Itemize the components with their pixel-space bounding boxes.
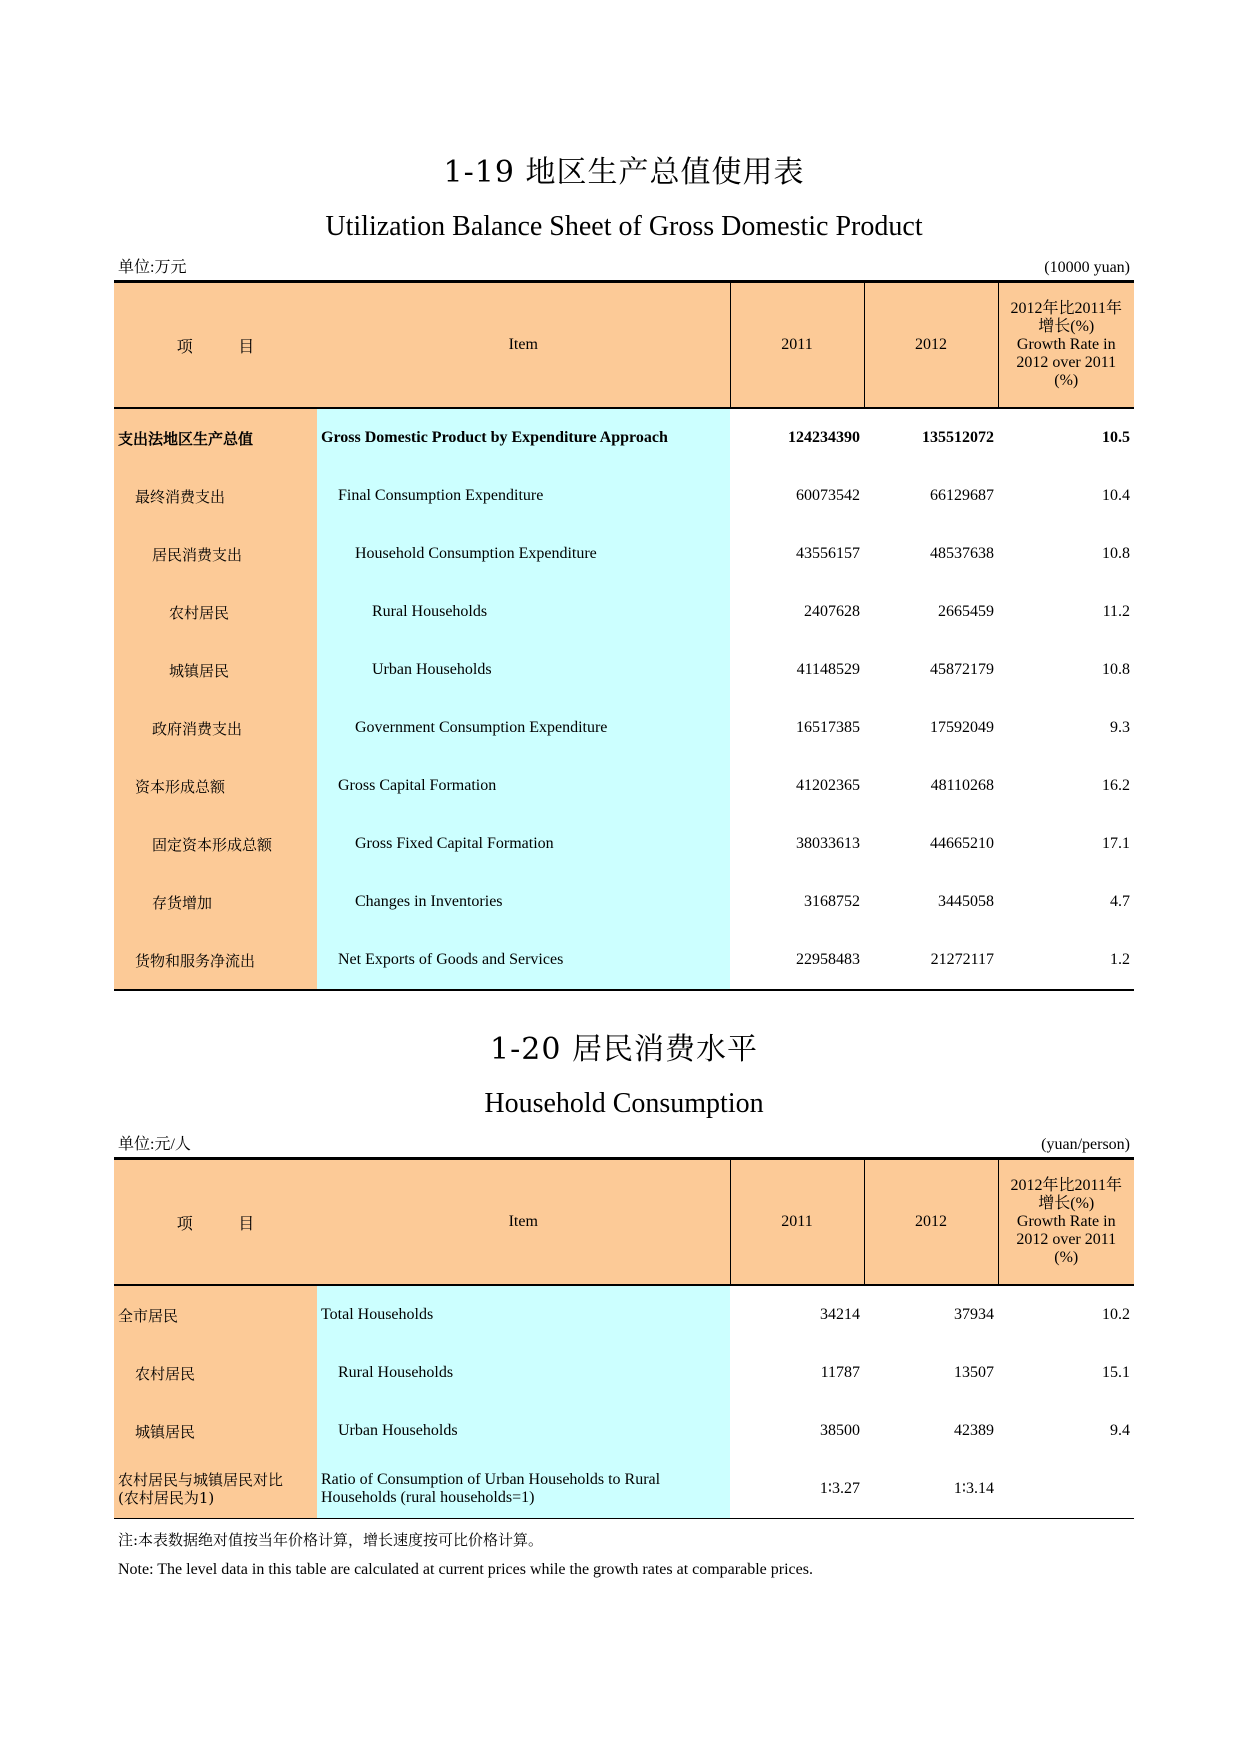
table2-unit-en: (yuan/person) [1041, 1136, 1130, 1153]
header-item-en: Item [317, 282, 730, 409]
value-2012: 3445058 [938, 893, 994, 910]
row-label-en: Urban Households [317, 1402, 730, 1460]
table-row [114, 408, 1134, 467]
growth-rate: 17.1 [1102, 835, 1130, 852]
value-2011: 3168752 [804, 893, 860, 910]
header-growth-line2: 增长(%) [1038, 318, 1095, 335]
statistical-page [114, 150, 1134, 1585]
growth-rate: 16.2 [1102, 777, 1130, 794]
row-label-cn: 农村居民 [114, 583, 317, 641]
growth-rate: 10.8 [1102, 661, 1130, 678]
row-label-cn: 货物和服务净流出 [114, 931, 317, 990]
row-label-cn: 支出法地区生产总值 [114, 408, 317, 467]
table-row [114, 525, 1134, 583]
row-label-cn: 全市居民 [114, 1285, 317, 1344]
growth-rate: 15.1 [1102, 1364, 1130, 1381]
row-label-cn: 最终消费支出 [114, 467, 317, 525]
growth-rate: 10.2 [1102, 1306, 1130, 1323]
value-2011: 34214 [820, 1306, 860, 1323]
table-row [114, 1402, 1134, 1460]
header-item-cn [114, 282, 317, 409]
header-item-cn-a: 项 [176, 338, 193, 356]
header-item-cn-b: 目 [238, 338, 255, 356]
value-2011: 60073542 [796, 487, 860, 504]
header-growth-line2: 增长(%) [1038, 1195, 1095, 1212]
row-label-cn: 政府消费支出 [114, 699, 317, 757]
table-row [114, 1285, 1134, 1344]
header-growth-line1: 2012年比2011年 [1010, 1177, 1122, 1194]
header-item-cn [114, 1159, 317, 1286]
value-2011: 11787 [820, 1364, 860, 1381]
value-2012: 2665459 [938, 603, 994, 620]
value-2012: 37934 [954, 1306, 994, 1323]
value-2012: 48110268 [930, 777, 994, 794]
growth-rate: 4.7 [1110, 893, 1130, 910]
note-cn: 注:本表数据绝对值按当年价格计算，增长速度按可比价格计算。 [118, 1531, 544, 1549]
row-label-en: Gross Fixed Capital Formation [317, 815, 730, 873]
table-notes [114, 1525, 1134, 1585]
value-2011: 2407628 [804, 603, 860, 620]
table1-title-cn: 1-19 地区生产总值使用表 [443, 155, 805, 190]
table2-title-en: Household Consumption [484, 1088, 764, 1119]
value-2011: 38033613 [796, 835, 860, 852]
table2-household-consumption [114, 1157, 1134, 1519]
header-growth-line4: 2012 over 2011 [1016, 1231, 1117, 1248]
header-year-2012: 2012 [864, 282, 998, 409]
row-label-en: Household Consumption Expenditure [317, 525, 730, 583]
row-label-cn: 城镇居民 [114, 1402, 317, 1460]
row-label-en: Changes in Inventories [317, 873, 730, 931]
table1-unit-en: (10000 yuan) [1044, 259, 1130, 276]
growth-rate: 9.3 [1110, 719, 1130, 736]
growth-rate: 1.2 [998, 931, 1134, 990]
row-label-cn [114, 1460, 317, 1519]
value-2011: 43556157 [796, 545, 860, 562]
table1-gdp-utilization [114, 280, 1134, 991]
table-row [114, 467, 1134, 525]
row-label-en-line1: Ratio of Consumption of Urban Households to Rural [321, 1471, 661, 1488]
header-growth-line5: (%) [1054, 372, 1079, 389]
table2-title-cn: 1-20 居民消费水平 [490, 1032, 758, 1067]
table2-unit-row [114, 1133, 1134, 1157]
row-label-cn-line1: 农村居民与城镇居民对比 [118, 1471, 284, 1489]
value-2011: 124234390 [788, 429, 860, 446]
value-2012: 13507 [954, 1364, 994, 1381]
value-2012: 66129687 [930, 487, 994, 504]
row-label-en: Total Households [317, 1285, 730, 1344]
header-growth-line4: 2012 over 2011 [1016, 354, 1117, 371]
growth-rate: 10.8 [1102, 545, 1130, 562]
row-label-cn: 资本形成总额 [114, 757, 317, 815]
header-item-cn-b: 目 [238, 1215, 255, 1233]
row-label-en: Final Consumption Expenditure [317, 467, 730, 525]
table2-header-row [114, 1159, 1134, 1286]
row-label-cn: 农村居民 [114, 1344, 317, 1402]
table-row [114, 931, 1134, 990]
header-item-en: Item [317, 1159, 730, 1286]
table-row [114, 873, 1134, 931]
table-row [114, 757, 1134, 815]
row-label-cn: 存货增加 [114, 873, 317, 931]
table2-unit-cn: 单位:元/人 [118, 1136, 191, 1153]
growth-rate: 9.4 [1110, 1422, 1130, 1439]
row-label-en: Rural Households [317, 1344, 730, 1402]
header-year-2012: 2012 [864, 1159, 998, 1286]
table1-header-row [114, 282, 1134, 409]
row-label-en: Government Consumption Expenditure [317, 699, 730, 757]
header-growth-line1: 2012年比2011年 [1010, 300, 1122, 317]
header-growth-rate [998, 1159, 1134, 1286]
header-growth-rate [998, 282, 1134, 409]
value-2012: 42389 [954, 1422, 994, 1439]
value-2012: 17592049 [930, 719, 994, 736]
table-row [114, 815, 1134, 873]
header-year-2011: 2011 [730, 1159, 864, 1286]
growth-rate: 11.2 [1102, 603, 1130, 620]
row-label-en: Gross Domestic Product by Expenditure Approach [317, 408, 730, 467]
row-label-en [317, 1460, 730, 1519]
row-label-en: Rural Households [317, 583, 730, 641]
note-en: Note: The level data in this table are calculated at current prices while the growth rates at comparable prices. [118, 1561, 813, 1578]
table-row [114, 1460, 1134, 1519]
header-growth-line3: Growth Rate in [1016, 336, 1116, 353]
value-2012: 48537638 [930, 545, 994, 562]
value-2011: 38500 [820, 1422, 860, 1439]
header-item-cn-a: 项 [176, 1215, 193, 1233]
growth-rate: 10.4 [1102, 487, 1130, 504]
value-2012: 21272117 [864, 931, 998, 990]
row-label-en: Urban Households [317, 641, 730, 699]
table-row [114, 641, 1134, 699]
header-year-2011: 2011 [730, 282, 864, 409]
table-row [114, 1344, 1134, 1402]
row-label-cn: 固定资本形成总额 [114, 815, 317, 873]
value-2011: 41148529 [796, 661, 860, 678]
row-label-en-line2: Households (rural households=1) [321, 1489, 535, 1506]
value-2012: 45872179 [930, 661, 994, 678]
table-row [114, 699, 1134, 757]
value-2011: 41202365 [796, 777, 860, 794]
table1-unit-cn: 单位:万元 [118, 259, 187, 276]
table-row [114, 583, 1134, 641]
value-2011: 16517385 [796, 719, 860, 736]
value-2011: 1∶3.27 [730, 1460, 864, 1519]
row-label-en: Gross Capital Formation [317, 757, 730, 815]
row-label-cn: 居民消费支出 [114, 525, 317, 583]
row-label-cn-line2: (农村居民为1) [118, 1489, 215, 1507]
value-2012: 135512072 [922, 429, 994, 446]
header-growth-line5: (%) [1054, 1249, 1079, 1266]
header-growth-line3: Growth Rate in [1016, 1213, 1116, 1230]
value-2012: 1∶3.14 [864, 1460, 998, 1519]
row-label-en: Net Exports of Goods and Services [317, 931, 730, 990]
growth-rate [998, 1460, 1134, 1519]
table1-unit-row [114, 256, 1134, 280]
row-label-cn: 城镇居民 [114, 641, 317, 699]
table1-title-en: Utilization Balance Sheet of Gross Domestic Product [325, 211, 923, 242]
value-2011: 22958483 [730, 931, 864, 990]
growth-rate: 10.5 [1102, 429, 1130, 446]
value-2012: 44665210 [930, 835, 994, 852]
section-gap [114, 991, 1134, 1027]
